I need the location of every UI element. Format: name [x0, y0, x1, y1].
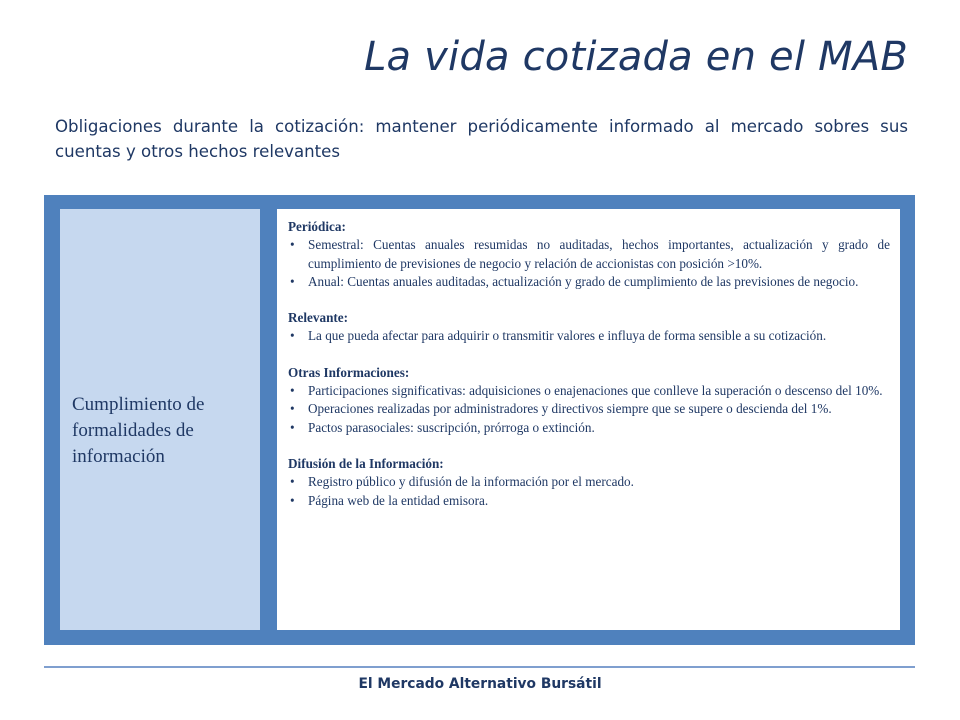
bullet-item: • Participaciones significativas: adquisiciones o enajenaciones que conlleve la superación o descenso del 10%.	[288, 382, 890, 400]
bullet-item: • Registro público y difusión de la información por el mercado.	[288, 473, 890, 491]
section-title: Relevante:	[288, 310, 349, 326]
bullet-list	[288, 327, 890, 345]
section-title: Otras Informaciones:	[288, 364, 410, 380]
bullet-item: • La que pueda afectar para adquirir o transmitir valores e influya de forma sensible a su cotización.	[288, 327, 890, 345]
content-panel	[44, 195, 915, 645]
section-title: Difusión de la Información:	[288, 455, 444, 471]
footer-divider	[44, 666, 915, 668]
bullet-list	[288, 382, 890, 437]
section-periodica	[288, 218, 890, 291]
details-box	[277, 209, 900, 630]
bullet-item: • Pactos parasociales: suscripción, prórroga o extinción.	[288, 419, 890, 437]
section-difusion	[288, 455, 890, 510]
bullet-list	[288, 473, 890, 510]
page-title: La vida cotizada en el MAB	[364, 34, 908, 80]
bullet-item: • Página web de la entidad emisora.	[288, 492, 890, 510]
section-otras-informaciones	[288, 364, 890, 437]
footer-text: El Mercado Alternativo Bursátil	[358, 676, 602, 692]
section-relevante	[288, 309, 890, 346]
section-title: Periódica:	[288, 219, 346, 234]
bullet-item: • Operaciones realizadas por administradores y directivos siempre que se supere o descienda del 1%.	[288, 400, 890, 418]
bullet-list	[288, 236, 890, 291]
bullet-item: • Semestral: Cuentas anuales resumidas no auditadas, hechos importantes, actualización y grado de cumplimiento de previsiones de negocio y relación de accionistas con posición >10%.	[288, 236, 890, 273]
bullet-item: • Anual: Cuentas anuales auditadas, actualización y grado de cumplimiento de las previsiones de negocio.	[288, 273, 890, 291]
category-box	[60, 209, 260, 630]
page-subtitle: Obligaciones durante la cotización: mantener periódicamente informado al mercado sobres sus cuentas y otros hechos relevantes	[55, 117, 908, 161]
category-label: Cumplimiento de formalidades de información	[72, 394, 205, 467]
